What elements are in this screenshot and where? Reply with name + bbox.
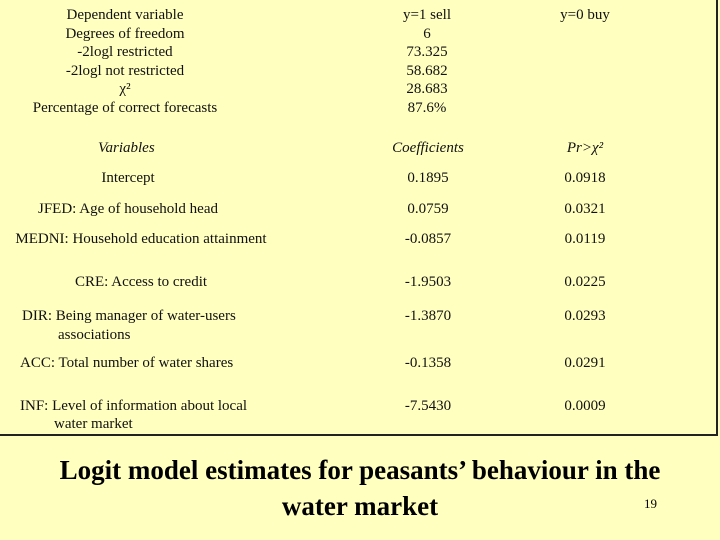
row-coefficient: 0.1895 bbox=[407, 170, 449, 186]
row-variable: JFED: Age of household head bbox=[38, 201, 218, 217]
row-variable: DIR: Being manager of water-users bbox=[22, 308, 236, 324]
row-coefficient: -1.9503 bbox=[404, 274, 452, 290]
summary-buy-column bbox=[460, 6, 710, 25]
row-prob: 0.0119 bbox=[564, 231, 606, 247]
row-prob: 0.0293 bbox=[564, 308, 606, 324]
summary-label: χ² bbox=[119, 81, 131, 97]
summary-labels bbox=[0, 6, 250, 117]
summary-value: 6 bbox=[423, 25, 431, 42]
slide-title bbox=[30, 452, 690, 524]
summary-label: Degrees of freedom bbox=[65, 25, 185, 42]
summary-value: 87.6% bbox=[407, 99, 447, 116]
slide-title-line1: Logit model estimates for peasants’ behaviour in the bbox=[59, 455, 661, 485]
row-prob: 0.0918 bbox=[564, 170, 606, 186]
row-prob: 0.0009 bbox=[564, 398, 606, 414]
summary-value: y=1 sell bbox=[402, 7, 452, 23]
row-coefficient: 0.0759 bbox=[407, 201, 449, 217]
header-variables: Variables bbox=[98, 140, 155, 156]
row-prob: 0.0321 bbox=[564, 201, 606, 217]
summary-value: 28.683 bbox=[406, 81, 448, 97]
page-number: 19 bbox=[644, 496, 657, 511]
row-variable-continuation: water market bbox=[54, 416, 133, 432]
slide-title-line2: water market bbox=[281, 491, 439, 521]
header-coefficients: Coefficients bbox=[392, 140, 464, 156]
row-prob: 0.0225 bbox=[564, 274, 606, 290]
summary-label: Dependent variable bbox=[66, 7, 184, 23]
row-variable: CRE: Access to credit bbox=[74, 274, 208, 290]
row-coefficient: -1.3870 bbox=[404, 308, 452, 324]
summary-label: Percentage of correct forecasts bbox=[32, 99, 218, 116]
summary-label: -2logl not restricted bbox=[65, 62, 185, 79]
row-variable: ACC: Total number of water shares bbox=[20, 355, 234, 371]
row-coefficient: -0.1358 bbox=[404, 355, 452, 371]
row-variable: INF: Level of information about local bbox=[20, 398, 248, 414]
row-coefficient: -7.5430 bbox=[404, 398, 452, 414]
row-variable: MEDNI: Household education attainment bbox=[15, 231, 267, 247]
summary-value: 58.682 bbox=[406, 62, 448, 79]
summary-label: -2logl restricted bbox=[77, 44, 173, 60]
summary-buy-header: y=0 buy bbox=[560, 7, 610, 23]
row-coefficient: -0.0857 bbox=[404, 231, 452, 247]
row-variable-continuation: associations bbox=[58, 327, 131, 343]
summary-value: 73.325 bbox=[406, 44, 448, 60]
row-prob: 0.0291 bbox=[564, 355, 606, 371]
header-prob: Pr>χ² bbox=[566, 140, 604, 156]
row-variable: Intercept bbox=[101, 170, 155, 186]
